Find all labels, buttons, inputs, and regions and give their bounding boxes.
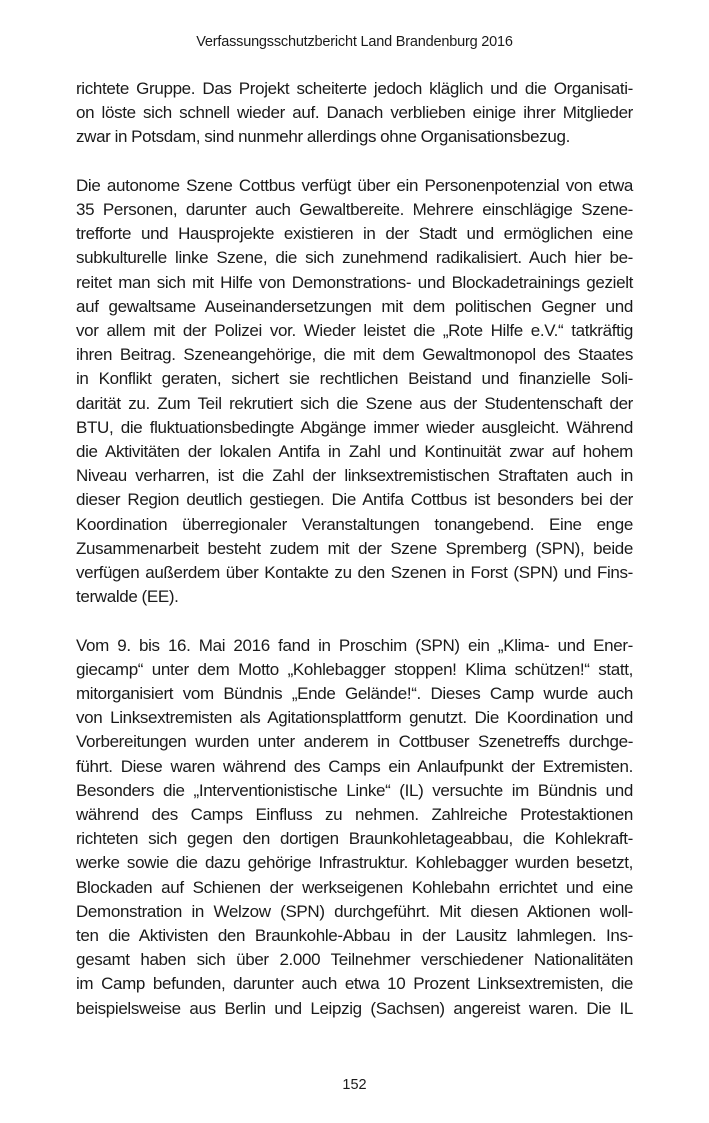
text-line: zwar in Potsdam, sind nunmehr allerdings ohne Organisationsbezug. [76, 127, 570, 147]
text-line: on löste sich schnell wieder auf. Danach verblieben einige ihrer Mitglieder [76, 103, 633, 123]
text-line: Vorbereitungen wurden unter anderem in Cottbuser Szenetreffs durchge- [76, 732, 633, 752]
text-line: reitet man sich mit Hilfe von Demonstrations- und Blockadetrainings gezielt [76, 272, 633, 292]
text-line: Blockaden auf Schienen der werkseigenen Kohlebahn errichtet und eine [76, 877, 633, 897]
text-line: verfügen außerdem über Kontakte zu den Szenen in Forst (SPN) und Fins- [76, 563, 633, 583]
text-line: ten die Aktivisten den Braunkohle-Abbau in der Lausitz lahmlegen. Ins- [76, 926, 633, 946]
text-line: vor allem mit der Polizei vor. Wieder leistet die „Rote Hilfe e.V.“ tatkräftig [76, 321, 633, 341]
running-header: Verfassungsschutzbericht Land Brandenburg 2016 [196, 34, 513, 50]
text-line: Koordination überregionaler Veranstaltungen tonangebend. Eine enge [76, 514, 633, 534]
text-line: im Camp befunden, darunter auch etwa 10 Prozent Linksextremisten, die [76, 974, 633, 994]
text-line: richtete Gruppe. Das Projekt scheiterte jedoch kläglich und die Organisati- [76, 79, 633, 98]
text-line: während des Camps Einfluss zu nehmen. Zahlreiche Protestaktionen [76, 805, 633, 825]
text-line: ihren Beitrag. Szeneangehörige, die mit dem Gewaltmonopol des Staates [76, 345, 633, 365]
text-line: die Aktivitäten der lokalen Antifa in Zahl und Kontinuität zwar auf hohem [76, 442, 633, 462]
text-line: trefforte und Hausprojekte existieren in der Stadt und ermöglichen eine [76, 224, 633, 244]
paragraph [76, 174, 633, 610]
text-line: BTU, die fluktuationsbedingte Abgänge immer wieder ausgleicht. Während [76, 417, 633, 437]
text-line: gesamt haben sich über 2.000 Teilnehmer verschiedener Nationalitäten [76, 950, 633, 970]
text-line: subkulturelle linke Szene, die sich zunehmend radikalisiert. Auch hier be- [76, 248, 633, 268]
text-line: beispielsweise aus Berlin und Leipzig (Sachsen) angereist waren. Die IL [76, 998, 633, 1018]
text-line: führt. Diese waren während des Camps ein Anlaufpunkt der Extremisten. [76, 756, 633, 776]
text-line: von Linksextremisten als Agitationsplattform genutzt. Die Koordination und [76, 708, 633, 728]
text-line: Zusammenarbeit besteht zudem mit der Szene Spremberg (SPN), beide [76, 538, 633, 558]
text-line: auf gewaltsame Auseinandersetzungen mit dem politischen Gegner und [76, 296, 633, 316]
text-line: Vom 9. bis 16. Mai 2016 fand in Proschim (SPN) ein „Klima- und Ener- [76, 635, 633, 655]
text-line: Demonstration in Welzow (SPN) durchgeführt. Mit diesen Aktionen woll- [76, 901, 633, 921]
text-line: in Konflikt geraten, sichert sie rechtlichen Beistand und finanzielle Soli- [76, 369, 633, 389]
text-line: giecamp“ unter dem Motto „Kohlebagger stoppen! Klima schützen!“ statt, [76, 659, 633, 679]
text-line: 35 Personen, darunter auch Gewaltbereite. Mehrere einschlägige Szene- [76, 200, 633, 219]
text-line: Niveau verharren, ist die Zahl der linksextremistischen Straftaten auch in [76, 466, 633, 486]
text-line: Besonders die „Interventionistische Linke“ (IL) versuchte im Bündnis und [76, 780, 633, 800]
text-line: richteten sich gegen den dortigen Braunkohletageabbau, die Kohlekraft- [76, 829, 633, 849]
text-line: werke sowie die dazu gehörige Infrastruktur. Kohlebagger wurden besetzt, [76, 853, 633, 873]
text-line: Die autonome Szene Cottbus verfügt über ein Personenpotenzial von etwa [76, 175, 633, 195]
text-line: mitorganisiert vom Bündnis „Ende Gelände!“. Dieses Camp wurde auch [76, 684, 633, 704]
text-line: darität zu. Zum Teil rekrutiert sich die Szene aus der Studentenschaft der [76, 393, 633, 413]
body-text [76, 77, 633, 1045]
page-number: 152 [342, 1077, 367, 1093]
paragraph [76, 77, 633, 150]
text-line: dieser Region deutlich gestiegen. Die Antifa Cottbus ist besonders bei der [76, 490, 633, 510]
text-line: terwalde (EE). [76, 587, 179, 607]
paragraph [76, 634, 633, 1021]
